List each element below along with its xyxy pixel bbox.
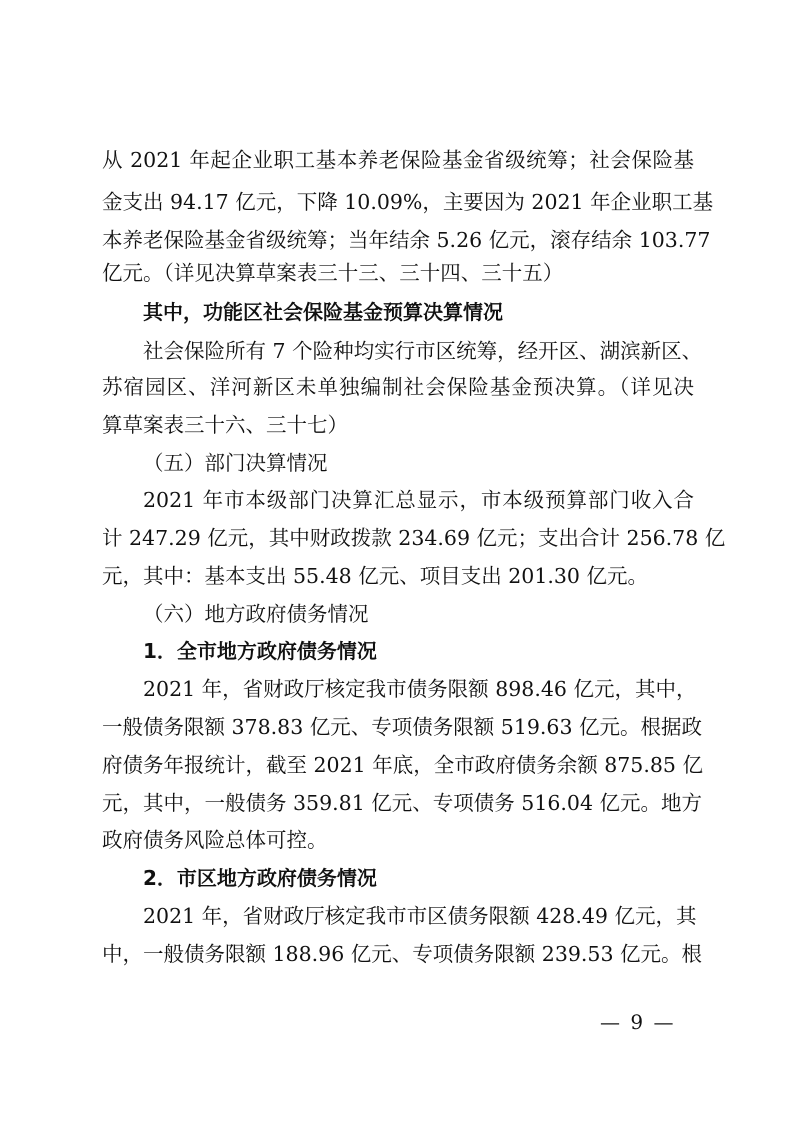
body-text-line: 计 247.29 亿元，其中财政拨款 234.69 亿元；支出合计 256.78 亿 bbox=[102, 526, 726, 550]
body-text-line: 元，其中，一般债务 359.81 亿元、专项债务 516.04 亿元。地方 bbox=[102, 791, 703, 815]
body-text-line: 2021 年，省财政厅核定我市债务限额 898.46 亿元，其中， bbox=[143, 677, 697, 701]
body-text-line: 中，一般债务限额 188.96 亿元、专项债务限额 239.53 亿元。根 bbox=[102, 942, 703, 966]
body-text-line: 苏宿园区、洋河新区未单独编制社会保险基金预决算。（详见决 bbox=[102, 375, 694, 399]
body-text-line: 本养老保险基金省级统筹；当年结余 5.26 亿元，滚存结余 103.77 bbox=[102, 228, 711, 252]
body-text-line: 从 2021 年起企业职工基本养老保险基金省级统筹；社会保险基 bbox=[102, 148, 694, 172]
section-heading: 其中，功能区社会保险基金预算决算情况 bbox=[143, 300, 503, 324]
body-text-line: 政府债务风险总体可控。 bbox=[102, 828, 328, 852]
section-heading: （五）部门决算情况 bbox=[143, 451, 328, 475]
body-text-line: 算草案表三十六、三十七） bbox=[102, 413, 348, 437]
body-text-line: 2021 年市本级部门决算汇总显示，市本级预算部门收入合 bbox=[143, 488, 694, 512]
body-text-line: 2021 年，省财政厅核定我市市区债务限额 428.49 亿元，其 bbox=[143, 904, 697, 928]
section-heading: （六）地方政府债务情况 bbox=[143, 602, 369, 626]
subsection-heading: 2．市区地方政府债务情况 bbox=[143, 866, 377, 890]
page-number: — 9 — bbox=[600, 1010, 676, 1034]
body-text-line: 社会保险所有 7 个险种均实行市区统筹，经开区、湖滨新区、 bbox=[143, 339, 703, 363]
subsection-heading: 1．全市地方政府债务情况 bbox=[143, 639, 377, 663]
body-text-line: 亿元。（详见决算草案表三十三、三十四、三十五） bbox=[102, 261, 564, 285]
body-text-line: 府债务年报统计，截至 2021 年底，全市政府债务余额 875.85 亿 bbox=[102, 753, 703, 777]
body-text-line: 一般债务限额 378.83 亿元、专项债务限额 519.63 亿元。根据政 bbox=[102, 715, 703, 739]
body-text-line: 元，其中：基本支出 55.48 亿元、项目支出 201.30 亿元。 bbox=[102, 564, 648, 588]
body-text-line: 金支出 94.17 亿元，下降 10.09%，主要因为 2021 年企业职工基 bbox=[102, 190, 714, 214]
